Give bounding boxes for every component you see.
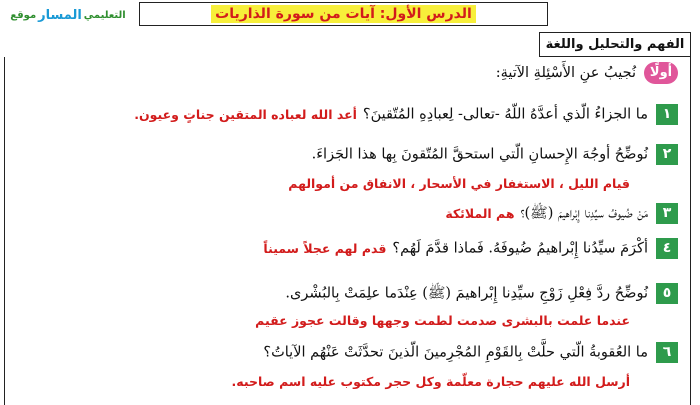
intro-line: [496, 62, 678, 84]
question-number: ٤: [656, 238, 678, 259]
question-number: ٥: [656, 283, 678, 304]
question-text: ما العُقوبةُ الّتي حلَّتْ بِالقَوْمِ المُجْرِمينَ الّذينَ تحدَّثَتْ عَنْهُم الآياتُ؟: [263, 344, 648, 361]
question-text: أكْرَمَ سيِّدُنا إِبْراهيمُ ضُيوفَهُ. فَماذا قدَّمَ لَهُم؟: [392, 240, 648, 257]
question-5: [285, 283, 678, 306]
answer-text: هم الملائكة: [445, 205, 515, 221]
question-number: ١: [656, 104, 678, 125]
answer-text: أعد الله لعباده المتقين جناتٍ وعيون.: [134, 106, 357, 122]
question-text: مَنْ ضُيوفُ سيِّدِنا إِبْراهيمَ (ﷺ)؟: [520, 205, 648, 222]
answer-5: عندما علمت بالبشرى صدمت لطمت وجهها وقالت عجوز عقيم: [255, 313, 630, 328]
question-text: نُوضِّحُ ردَّ فِعْلِ زَوْجِ سيِّدِنا إِبْراهيمَ (ﷺ) عِنْدَما علِمَتْ بِالبُشْرى.: [285, 285, 648, 302]
answer-text: قدم لهم عجلاً سميناً: [263, 240, 387, 256]
lesson-title: الدرس الأول: آيات من سورة الذاريات: [211, 5, 476, 23]
question-3: [445, 203, 678, 226]
question-4: [263, 238, 678, 259]
question-number: ٣: [656, 203, 678, 224]
logo-word-3: التعليمي: [83, 9, 126, 21]
question-1: [134, 104, 678, 125]
answer-2: قيام الليل ، الاستغفار في الأسحار ، الانفاق من أموالهم: [288, 176, 630, 191]
site-logo: [4, 4, 132, 26]
lesson-title-box: [139, 2, 548, 26]
question-number: ٦: [656, 342, 678, 363]
question-text: ما الجزاءُ الّذي أعدَّهُ اللّهُ -تعالى- لِعبادِهِ المُتّقينَ؟: [362, 106, 648, 123]
question-text: نُوضِّحُ أوجُهَ الإِحسانِ الّتي استحقَّ المُتّقونَ بِها هذا الجَزاءَ.: [311, 146, 648, 163]
section-title: الفهم والتحليل واللغة: [539, 32, 691, 57]
answer-6: أرسل الله عليهم حجارة معلّمة وكل حجر مكتوب عليه اسم صاحبه.: [231, 374, 630, 389]
intro-text: نُجيبُ عنِ الأَسْئِلةِ الآتيةِ:: [495, 65, 636, 81]
question-number: ٢: [656, 144, 678, 165]
question-6: [263, 342, 678, 363]
intro-badge: أولًا: [644, 62, 678, 84]
logo-word-2: المسار: [38, 7, 82, 23]
logo-word-1: موقع: [10, 9, 37, 21]
question-2: [312, 144, 678, 165]
